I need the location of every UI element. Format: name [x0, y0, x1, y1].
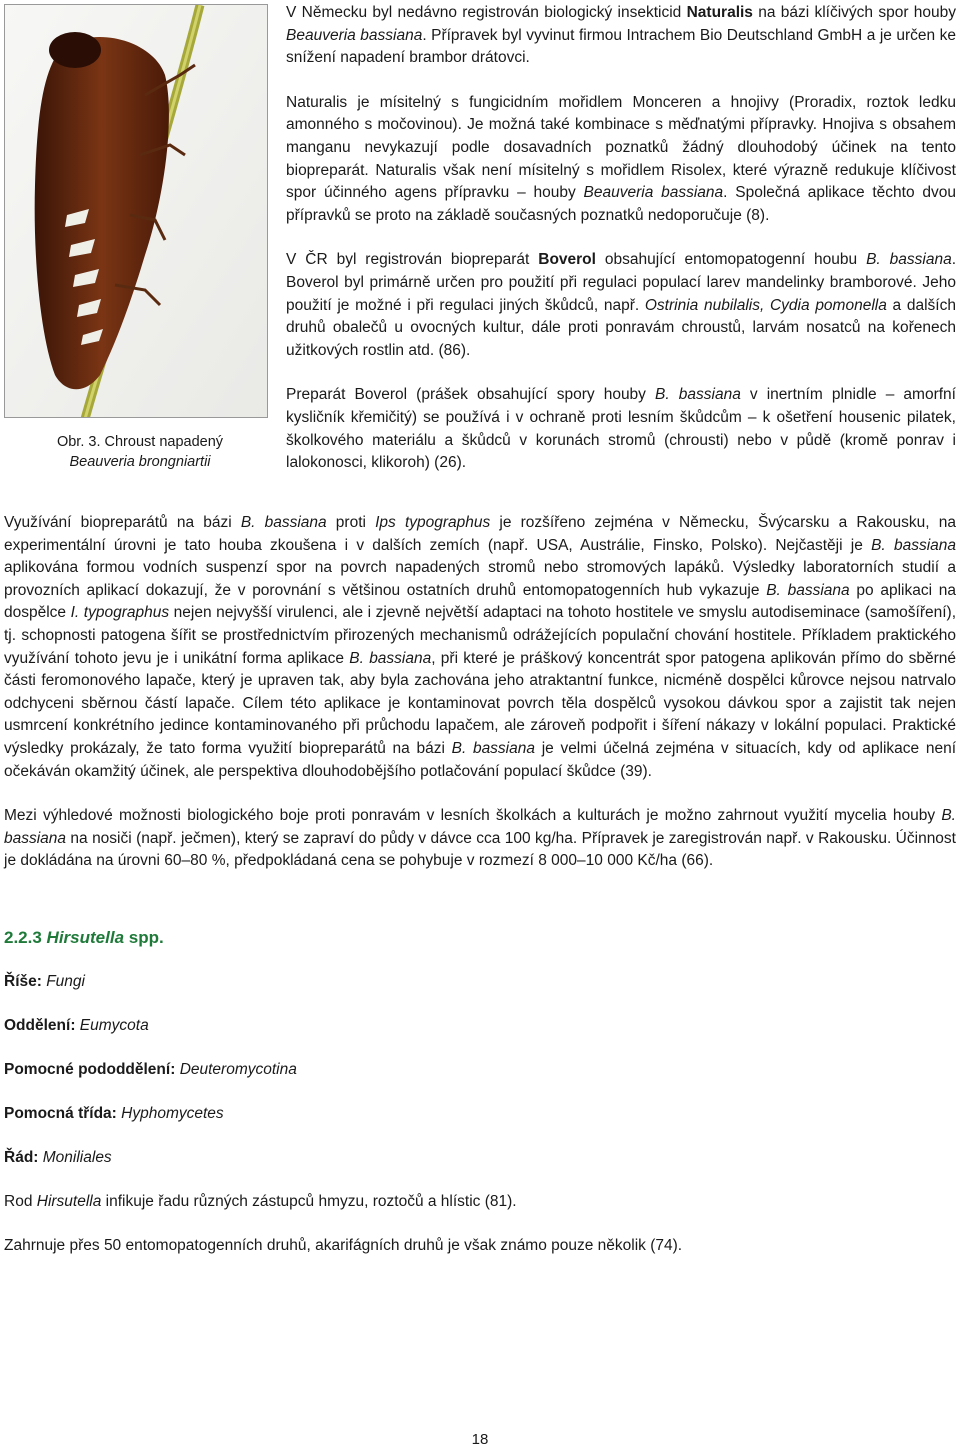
taxonomy-value: Moniliales — [42, 1149, 112, 1166]
species-name: B. bassiana — [451, 739, 535, 757]
text-run: a dalších druhů obalečů u ovocných kultur, dále proti ponravám chroustů, larvám nosatců na kořenech užitkových rostlin atd. (86). — [286, 296, 956, 359]
taxonomy-label: Říše: — [4, 973, 42, 990]
taxonomy-value: Fungi — [46, 973, 85, 990]
species-name: B. bassiana — [349, 649, 432, 667]
text-run: Mezi výhledové možnosti biologického boje proti ponravám v lesních školkách a kulturách je možno zahrnout využití mycelia houby — [4, 807, 942, 825]
taxonomy-value: Eumycota — [79, 1017, 149, 1034]
text-run: je velmi účelná zejména v situacích, kdy od aplikace není očekáván okamžitý účinek, ale perspektiva dlouhodobějšího potlačování populací škůdce (39). — [4, 739, 957, 780]
taxonomy-class — [4, 1103, 224, 1125]
main-text — [4, 512, 956, 895]
taxonomy-kingdom — [4, 971, 85, 993]
text-run: Rod — [4, 1193, 37, 1210]
taxonomy-value: Deuteromycotina — [179, 1061, 297, 1078]
species-name: Beauveria bassiana — [583, 184, 724, 202]
text-run: . Boverol byl primárně určen pro použití při regulaci populací larev mandelinky bramborové. Jeho použití je možné i při regulaci jiných škůdců, např. — [286, 251, 957, 314]
text-run: . Přípravek byl vyvinut firmou Intrachem Bio Deutschland GmbH a je určen ke snížení napadení brambor drátovci. — [286, 26, 956, 67]
text-run: obsahující entomopatogenní houbu — [595, 251, 867, 269]
paragraph-mycelium — [4, 805, 956, 873]
paragraph-species-count: Zahrnuje přes 50 entomopatogenních druhů, akarifágních druhů je však známo pouze několik (74). — [4, 1237, 683, 1254]
text-run: Preparát Boverol (prášek obsahující spory houby — [286, 386, 656, 404]
paragraph-naturalis — [286, 2, 956, 70]
species-name: B. bassiana — [4, 807, 956, 847]
section-genus: Hirsutella — [46, 928, 125, 947]
text-run: infikuje řadu různých zástupců hmyzu, roztočů a hlístic (81). — [101, 1193, 517, 1210]
text-run: na nosiči (např. ječmen), který se zapraví do půdy v dávce cca 100 kg/ha. Přípravek je zaregistrován např. v Rakousku. Účinnost je dokládána na úrovni 60–80 %, předpokládaná cena se pohybuje v rozmezí 8 000–10 000 Kč/ha (66). — [4, 829, 956, 870]
text-run: je rozšířeno zejména v Německu, Švýcarsku a Rakousku, na experimentální úrovni je tato houba zkoušena i v dalších zemích (např. USA, Austrálie, Finsko, Polsko). Nejčastěji je — [4, 514, 956, 554]
text-run: , při které je práškový koncentrát spor patogena aplikován přímo do sběrné části feromonového lapače, který je upraven tak, aby byla zachována jeho atraktantní funkce, nicméně dospělci kůrovce nejsou natrvalo odchyceni sběrnou částí lapače. Cílem této aplikace je kontaminovat povrch těla dospělců vysokou dávkou spor a zajistit tak nejen usmrcení konkrétního jedince kontaminovaného při průchodu lapačem, ale zároveň podpořit i šíření nákazy v lokální populaci. Praktické výsledky prokázaly, že tato forma využití biopreparátů na bázi — [4, 649, 956, 757]
text-run: nejen nejvyšší virulenci, ale i zjevně největší adaptaci na tohoto hostitele ve smyslu autodiseminace (samošíření), tj. schopnosti patogena šířit se prostřednictvím přirozených mechanismů odrážejících populační chování hostitele. Příkladem praktického využívání tohoto jevu je i unikátní forma aplikace — [4, 604, 956, 667]
section-suffix: spp. — [124, 928, 164, 947]
species-name: B. bassiana — [766, 581, 850, 599]
text-run: v inertním plnidle – amorfní kysličník křemičitý) se používá i v ochraně proti lesním škůdcům – k ošetření housenic pilatek, školkového materiálu a škůdců v korunách stromů (chrousti) nebo v půdě (kromě ponrav i lalokonosci, klikoroh) (26). — [286, 386, 956, 472]
page-number: 18 — [471, 1431, 489, 1448]
text-run: V ČR byl registrován biopreparát — [286, 251, 539, 269]
text-run: aplikována formou vodních suspenzí spor na povrch napadených stromů nebo stromových lapáků. Výsledky laboratorních studií a provozních aplikací dokazují, že v porovnání s většinou ostatních druhů entomopatogenních hub vykazuje — [4, 559, 956, 599]
text-run: Využívání biopreparátů na bázi — [4, 514, 241, 531]
text-run: . Společná aplikace těchto dvou přípravků se proto na základě současných poznatků nedoporučuje (8). — [286, 184, 956, 224]
figure-caption — [40, 432, 240, 472]
taxonomy-label: Pomocná třída: — [4, 1105, 117, 1122]
taxonomy-label: Pomocné pododdělení: — [4, 1061, 176, 1078]
taxonomy-order — [4, 1147, 112, 1169]
species-name: Hirsutella — [36, 1193, 102, 1210]
section-number: 2.2.3 — [4, 928, 47, 947]
taxonomy-label: Řád: — [4, 1149, 39, 1166]
product-name: Naturalis — [686, 4, 753, 21]
caption-title: Obr. 3. Chroust napadený — [56, 434, 224, 450]
species-name: Beauveria bassiana — [286, 26, 423, 44]
paragraph-hirsutella — [4, 1191, 517, 1213]
species-name: B. bassiana — [240, 514, 327, 531]
species-name: Ips typographus — [375, 514, 491, 531]
species-name: B. bassiana — [866, 251, 952, 269]
right-column — [286, 2, 956, 497]
beetle-head — [49, 32, 101, 68]
product-name: Boverol — [538, 251, 596, 269]
text-run: Naturalis je mísitelný s fungicidním mořidlem Monceren a hnojivy (Proradix, roztok ledku amonného s močovinou). Je možná také kombinace s měďnatými přípravky. Hnojiva s obsahem manganu nevykazují podle dosavadních poznatků žádný dlouhodobý účinek na tento biopreparát. Naturalis však není mísitelný s mořidlem Risolex, které výrazně redukuje klíčivost spor účinného agens přípravku – houby — [286, 93, 956, 202]
text-run: proti — [326, 514, 376, 531]
taxonomy-label: Oddělení: — [4, 1017, 76, 1034]
paragraph-boverol-forest — [286, 384, 956, 474]
paragraph-boverol — [286, 249, 956, 362]
figure-photo — [4, 4, 268, 418]
text-run: V Německu byl nedávno registrován biologický insekticid — [286, 4, 687, 21]
taxonomy-division — [4, 1015, 149, 1037]
species-name: I. typographus — [70, 604, 170, 622]
text-run: po aplikaci na dospělce — [4, 581, 956, 622]
species-name: Ostrinia nubilalis, Cydia pomonella — [644, 296, 887, 314]
species-name: B. bassiana — [655, 386, 741, 404]
paragraph-ips — [4, 512, 956, 783]
taxonomy-subdivision — [4, 1059, 297, 1081]
species-name: B. bassiana — [871, 536, 956, 554]
beetle-illustration — [5, 5, 268, 418]
text-run: na bázi klíčivých spor houby — [752, 4, 956, 21]
section-heading — [4, 928, 164, 948]
paragraph-compatibility — [286, 92, 956, 228]
taxonomy-value: Hyphomycetes — [121, 1105, 224, 1122]
caption-species: Beauveria brongniartii — [69, 454, 211, 470]
